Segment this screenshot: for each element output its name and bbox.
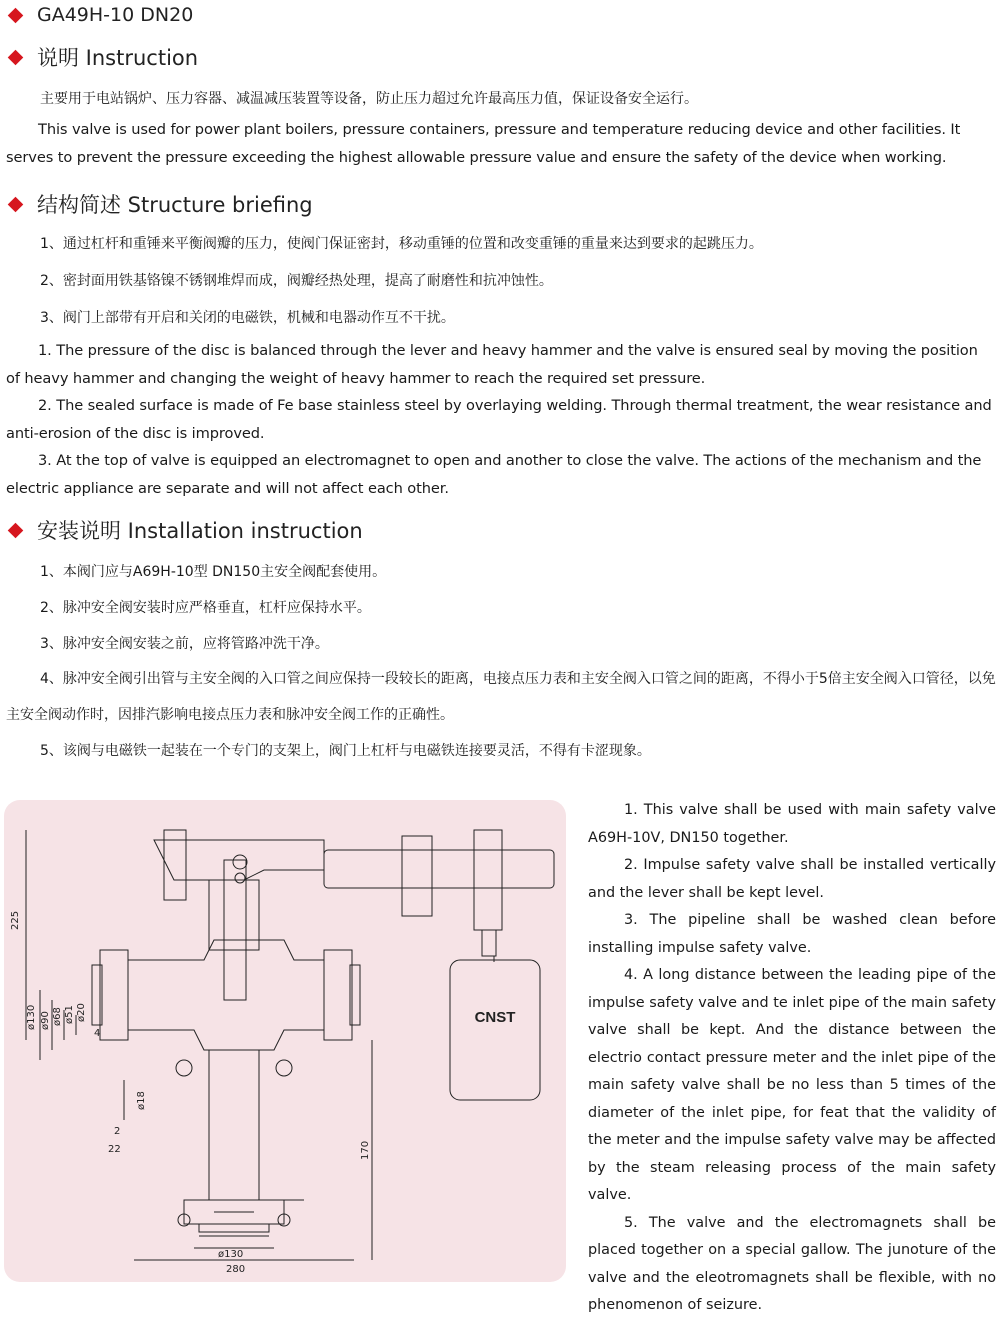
valve-body xyxy=(128,940,324,1050)
dim-2: 2 xyxy=(114,1126,121,1137)
dim-d68: ø68 xyxy=(52,1007,63,1026)
bullet-diamond-icon xyxy=(8,196,24,212)
brand-logo: CNST xyxy=(474,1009,516,1026)
installation-en xyxy=(588,797,996,1320)
right-flange xyxy=(324,950,352,1040)
bullet-diamond-icon xyxy=(8,49,24,65)
installation-cn-2: 2、脉冲安全阀安装时应严格垂直，杠杆应保持水平。 xyxy=(40,600,371,616)
dim-170: 170 xyxy=(360,1140,371,1160)
dim-225: 225 xyxy=(10,910,21,930)
dim-22: 22 xyxy=(108,1144,121,1155)
valve-drawing-panel xyxy=(4,800,566,1282)
dim-280: 280 xyxy=(226,1264,246,1275)
instruction-cn: 主要用于电站锅炉、压力容器、减温减压装置等设备，防止压力超过允许最高压力值，保证设备安全运行。 xyxy=(40,91,698,107)
bullet-diamond-icon xyxy=(8,522,24,538)
section-heading-instruction: 说明 Instruction xyxy=(8,42,198,72)
instruction-en: This valve is used for power plant boilers, pressure containers, pressure and temperature reducing device and other facilities. It serves to prevent the pressure exceeding the highest allowable pressure value and ensure the safety of the device when working. xyxy=(6,121,961,166)
dim-d51: ø51 xyxy=(64,1005,75,1024)
structure-en-3: 3. At the top of valve is equipped an electromagnet to open and another to close the valve. The actions of the mechanism and the electric appliance are separate and will not affect each other. xyxy=(6,452,982,497)
installation-cn-4: 4、脉冲安全阀引出管与主安全阀的入口管之间应保持一段较长的距离，电接点压力表和主安全阀入口管之间的距离，不得小于5倍主安全阀入口管径，以免主安全阀动作时，因排汽影响电接点压力表和脉冲安全阀工作的正确性。 xyxy=(6,671,996,723)
dim-4: 4 xyxy=(94,1028,101,1039)
dim-d130-bottom: ø130 xyxy=(218,1249,244,1260)
installation-cn-5: 5、该阀与电磁铁一起装在一个专门的支架上，阀门上杠杆与电磁铁连接要灵活，不得有卡涩现象。 xyxy=(40,743,651,759)
structure-cn-2: 2、密封面用铁基铬镍不锈钢堆焊而成，阀瓣经热处理，提高了耐磨性和抗冲蚀性。 xyxy=(40,273,553,289)
stem xyxy=(224,860,246,1000)
section-heading-structure: 结构简述 Structure briefing xyxy=(8,189,313,219)
dim-d18: ø18 xyxy=(136,1091,147,1110)
outlet-pipe xyxy=(209,1050,259,1200)
dim-d20: ø20 xyxy=(76,1003,87,1022)
dim-d90: ø90 xyxy=(40,1011,51,1030)
valve-drawing xyxy=(4,800,566,1282)
hammer-weight xyxy=(450,960,540,1100)
lever-arm xyxy=(324,850,554,888)
bullet-diamond-icon xyxy=(8,7,24,23)
installation-en-1: 1. This valve shall be used with main safety valve A69H-10V, DN150 together. xyxy=(588,802,996,846)
structure-en-2: 2. The sealed surface is made of Fe base stainless steel by overlaying welding. Through thermal treatment, the wear resistance and anti-erosion of the disc is improved. xyxy=(6,397,992,442)
structure-cn-3: 3、阀门上部带有开启和关闭的电磁铁，机械和电器动作互不干扰。 xyxy=(40,310,455,326)
installation-en-5: 5. The valve and the electromagnets shall be placed together on a special gallow. The junoture of the valve and the eleotromagnets shall be flexible, with no phenomenon of seizure. xyxy=(588,1214,996,1313)
structure-en-1: 1. The pressure of the disc is balanced through the lever and heavy hammer and the valve is ensured seal by moving the position of heavy hammer and changing the weight of heavy hammer to reach the required set pressure. xyxy=(6,342,978,387)
product-title xyxy=(8,4,193,26)
left-flange xyxy=(100,950,128,1040)
section-heading-installation: 安装说明 Installation instruction xyxy=(8,515,363,545)
installation-cn-1: 1、本阀门应与A69H-10型 DN150主安全阀配套使用。 xyxy=(40,564,387,580)
dim-d130: ø130 xyxy=(26,1004,37,1030)
installation-cn-3: 3、脉冲安全阀安装之前，应将管路冲洗干净。 xyxy=(40,636,329,652)
installation-en-4: 4. A long distance between the leading pipe of the impulse safety valve and te inlet pipe of the main safety valve shall be kept. And the distance between the electrio contact pressure meter and the inlet pipe of the main safety valve shall be no less than 5 times of the diameter of the inlet pipe, for feat that the validity of the meter and the impulse safety valve may be affected by the steam releasing process of the main safety valve. xyxy=(588,967,996,1203)
installation-en-2: 2. Impulse safety valve shall be installed vertically and the lever shall be kept level. xyxy=(588,857,996,901)
structure-cn-1: 1、通过杠杆和重锤来平衡阀瓣的压力，使阀门保证密封，移动重锤的位置和改变重锤的重量来达到要求的起跳压力。 xyxy=(40,236,763,252)
installation-en-3: 3. The pipeline shall be washed clean before installing impulse safety valve. xyxy=(588,912,996,956)
model-label: GA49H-10 DN20 xyxy=(37,4,194,26)
